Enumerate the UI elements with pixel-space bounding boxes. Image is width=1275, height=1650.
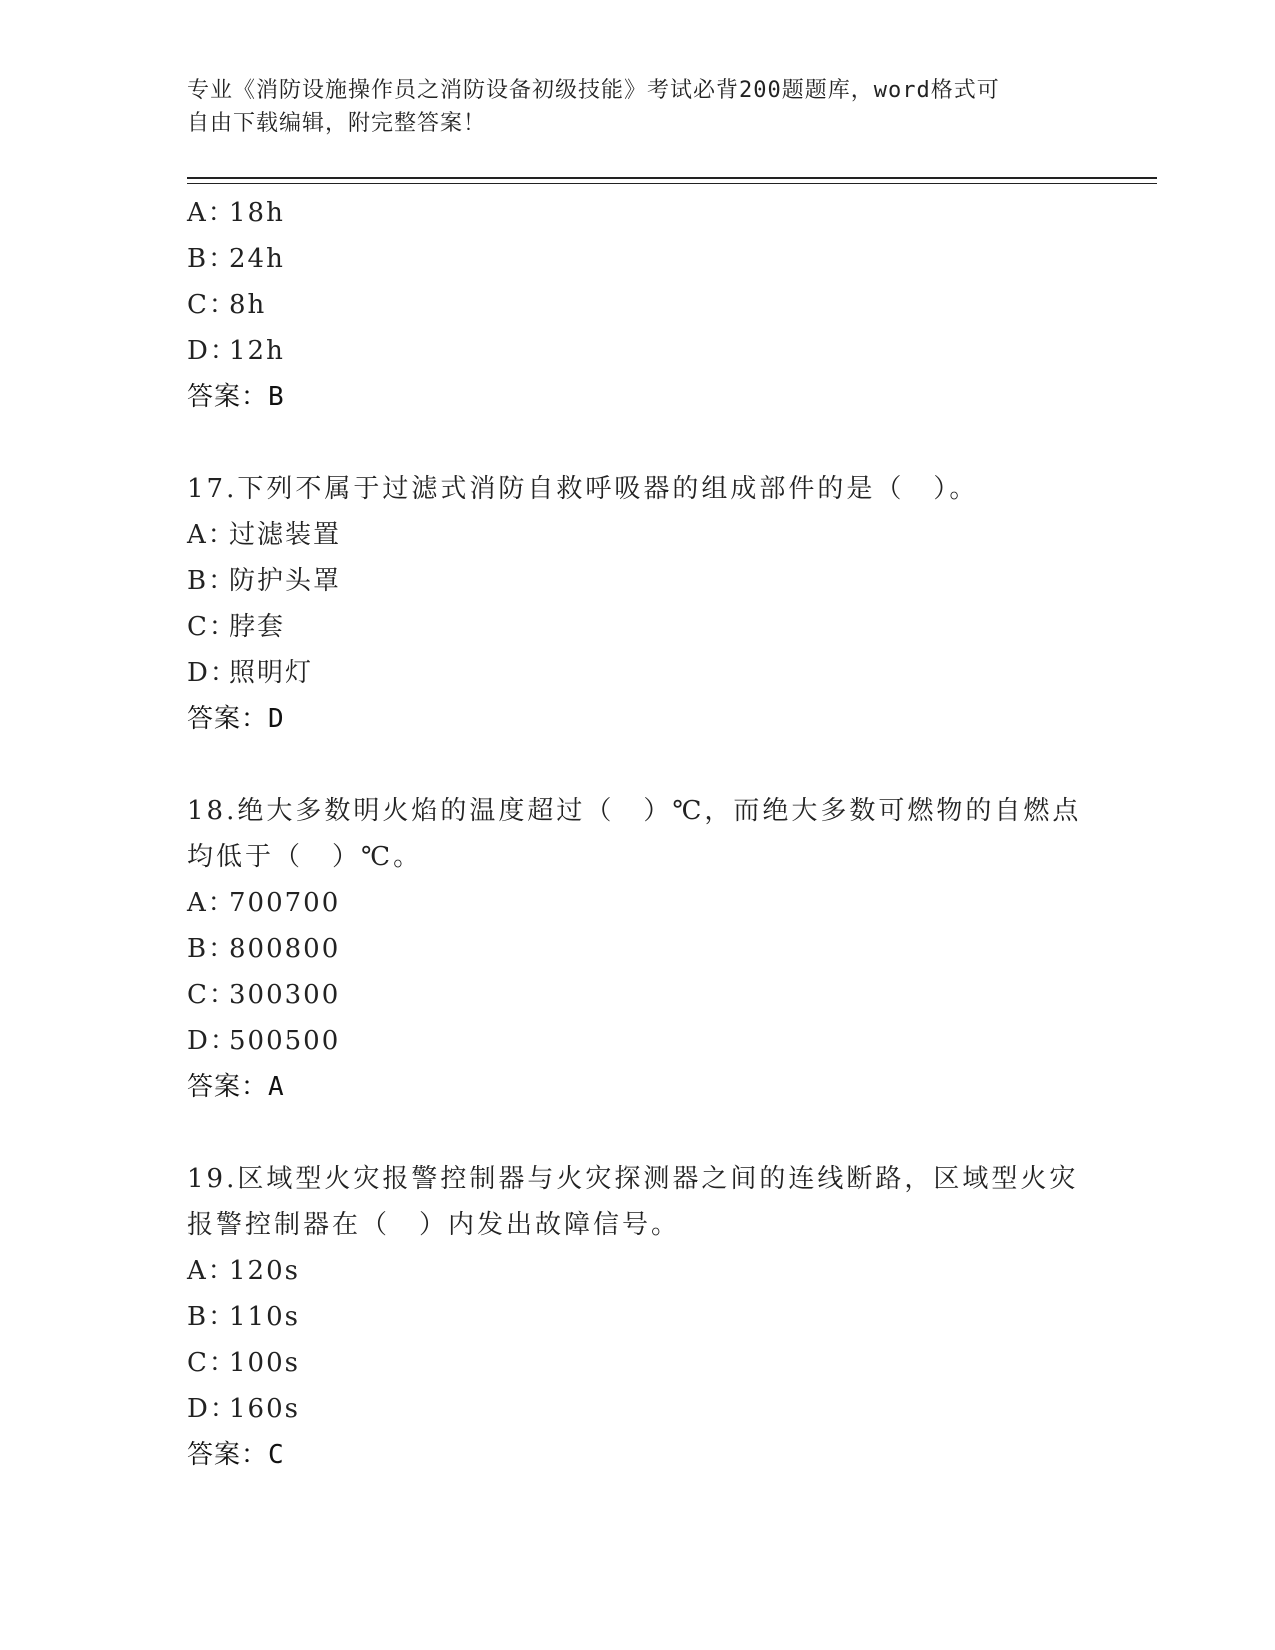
- question-text-line-2: 均低于（ ）℃。: [187, 842, 423, 872]
- option-a: [187, 190, 1087, 236]
- question-text-line-1: 19.区域型火灾报警控制器与火灾探测器之间的连线断路，区域型火灾: [187, 1164, 1079, 1194]
- question-text: 17.下列不属于过滤式消防自救呼吸器的组成部件的是（ ）。: [187, 474, 979, 504]
- option-text: 100s: [229, 1348, 300, 1378]
- question-list: [187, 190, 1087, 1478]
- option-b: [187, 558, 1087, 604]
- option-label: C：: [187, 612, 237, 642]
- option-text: 120s: [229, 1256, 300, 1286]
- option-text: 24h: [229, 244, 285, 274]
- document-header: [187, 74, 1067, 140]
- spacer: [187, 1110, 1087, 1156]
- option-text: 160s: [229, 1394, 300, 1424]
- option-text: 脖套: [229, 612, 286, 642]
- answer-line: 答案：C: [187, 1440, 285, 1470]
- option-label: D：: [187, 658, 238, 688]
- option-label: C：: [187, 1348, 237, 1378]
- option-label: B：: [187, 566, 237, 596]
- question-18: [187, 788, 1087, 1110]
- option-text: 8h: [229, 290, 267, 320]
- option-c: [187, 972, 1087, 1018]
- option-text: 110s: [229, 1302, 300, 1332]
- header-divider-thick: [187, 177, 1157, 179]
- answer-line: 答案：D: [187, 704, 285, 734]
- option-label: D：: [187, 336, 238, 366]
- option-label: C：: [187, 290, 237, 320]
- header-divider-thin: [187, 183, 1157, 184]
- option-text: 700700: [229, 888, 341, 918]
- option-label: A：: [187, 520, 236, 550]
- option-a: [187, 880, 1087, 926]
- option-b: [187, 236, 1087, 282]
- option-c: [187, 1340, 1087, 1386]
- option-b: [187, 926, 1087, 972]
- answer-line: 答案：A: [187, 1072, 285, 1102]
- option-b: [187, 1294, 1087, 1340]
- question-19: [187, 1156, 1087, 1478]
- question-text-line-2: 报警控制器在（ ）内发出故障信号。: [187, 1210, 681, 1240]
- question-17: [187, 466, 1087, 742]
- spacer: [187, 420, 1087, 466]
- option-label: B：: [187, 934, 237, 964]
- option-d: [187, 328, 1087, 374]
- option-text: 照明灯: [229, 658, 314, 688]
- option-label: C：: [187, 980, 237, 1010]
- spacer: [187, 742, 1087, 788]
- option-d: [187, 650, 1087, 696]
- option-label: A：: [187, 198, 236, 228]
- option-text: 防护头罩: [229, 566, 342, 596]
- option-label: A：: [187, 1256, 236, 1286]
- option-text: 800800: [229, 934, 341, 964]
- option-label: B：: [187, 244, 237, 274]
- option-label: D：: [187, 1394, 238, 1424]
- option-a: [187, 512, 1087, 558]
- option-text: 300300: [229, 980, 341, 1010]
- question-text-line-1: 18.绝大多数明火焰的温度超过（ ）℃，而绝大多数可燃物的自燃点: [187, 796, 1082, 826]
- option-label: A：: [187, 888, 236, 918]
- answer-line: 答案：B: [187, 382, 285, 412]
- option-label: B：: [187, 1302, 237, 1332]
- option-c: [187, 282, 1087, 328]
- header-title-line-1: 专业《消防设施操作员之消防设备初级技能》考试必背200题题库，word格式可: [187, 78, 1000, 103]
- option-a: [187, 1248, 1087, 1294]
- option-d: [187, 1018, 1087, 1064]
- header-title-line-2: 自由下载编辑，附完整答案！: [187, 111, 487, 136]
- option-label: D：: [187, 1026, 238, 1056]
- option-d: [187, 1386, 1087, 1432]
- option-text: 18h: [229, 198, 285, 228]
- option-c: [187, 604, 1087, 650]
- question-16: [187, 190, 1087, 420]
- option-text: 500500: [229, 1026, 341, 1056]
- option-text: 过滤装置: [229, 520, 342, 550]
- option-text: 12h: [229, 336, 285, 366]
